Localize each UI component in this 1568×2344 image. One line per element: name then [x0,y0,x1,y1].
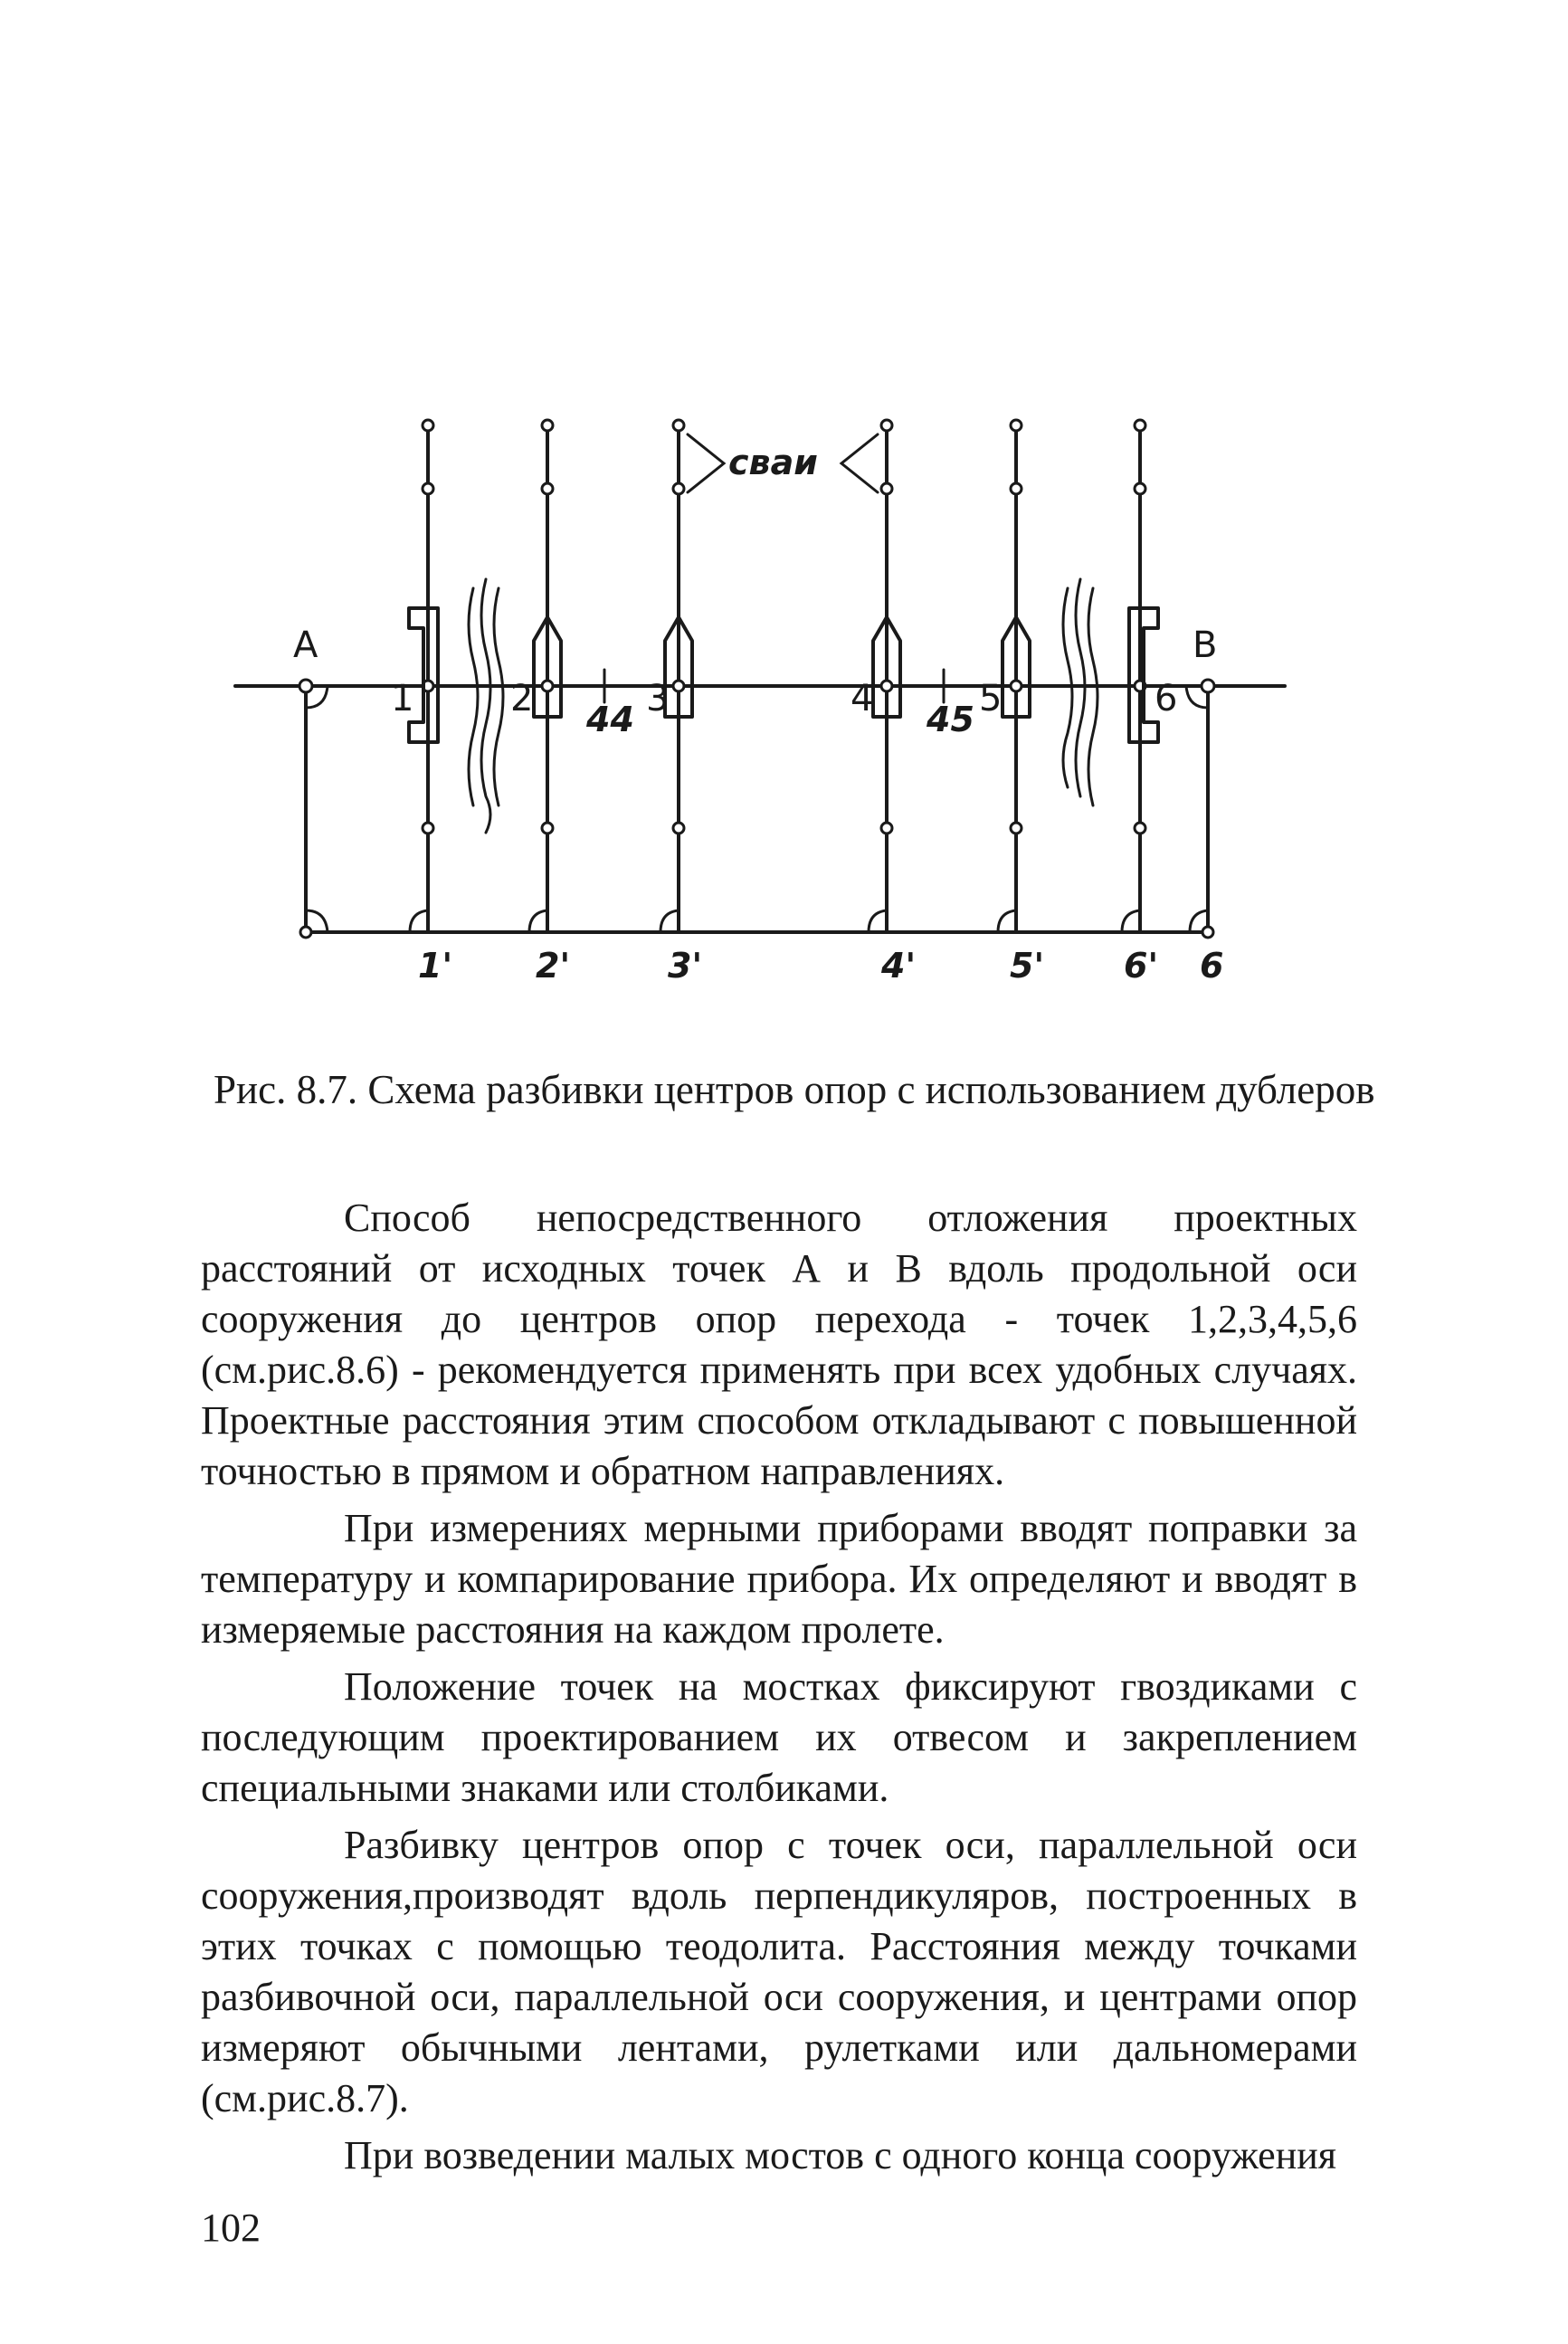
pile-bracket-left [688,434,724,492]
water-lines-right [1063,579,1098,805]
pier-layout-diagram [217,398,1303,1014]
label-offset-b: 6 [1200,946,1224,986]
paragraph: При возведении малых мостов с одного конца сооружения [344,2133,1337,2177]
figure-pier-layout [217,398,1303,1014]
pier-1 [409,420,438,932]
label-offset-6: 6' [1124,946,1159,986]
label-point-b: B [1193,624,1218,666]
pier-5 [998,420,1030,932]
paragraph: Положение точек на мостках фиксируют гвоздиками с последующим проектированием их отвесом и закреплением специальными знаками или столбиками. [201,1664,1357,1810]
label-offset-1: 1' [418,946,453,986]
label-offset-4: 4' [881,946,917,986]
label-offset-2: 2' [536,946,571,986]
label-pier-6: 6 [1155,678,1178,719]
pile-bracket-right [841,434,878,492]
page-number: 102 [201,2206,261,2250]
point-a-offset-marker [300,927,311,938]
pier-3 [660,420,692,932]
point-b-offset-marker [1202,927,1213,938]
label-offset-5: 5' [1010,946,1045,986]
paragraph: При измерениях мерными приборами вводят поправки за температуру и компарирование прибора. Их определяют и вводят в измеряемые расстояния на каждом пролете. [201,1506,1357,1652]
water-lines-left [469,579,503,833]
paragraph: Разбивку центров опор с точек оси, параллельной оси сооружения,производят вдоль перпендикуляров, построенных в этих точках с помощью теодолита. Расстояния между точками разбивочной оси, параллельной оси сооружения, и центрами опор измеряют обычными лентами, рулетками или дальномерами (см.рис.8.7). [201,1823,1357,2120]
label-pier-2: 2 [510,678,534,719]
point-b-marker [1202,680,1214,692]
label-piles: сваи [728,443,818,482]
label-chainage-45: 45 [927,700,974,739]
label-pier-4: 4 [851,678,874,719]
point-a-marker [299,680,312,692]
pier-6 [1122,420,1158,932]
label-pier-5: 5 [979,678,1003,719]
pier-4 [869,420,900,932]
label-pier-3: 3 [646,678,670,719]
paragraph: Способ непосредственного отложения проектных расстояний от исходных точек А и В вдоль продольной оси сооружения до центров опор перехода - точек 1,2,3,4,5,6 (см.рис.8.6) - рекомендуется применять при всех удобных случаях. Проектные расстояния этим способом откладывают с повышенной точностью в прямом и обратном направлениях. [201,1196,1357,1493]
label-point-a: A [293,624,318,666]
label-chainage-44: 44 [586,700,634,739]
label-pier-1: 1 [391,678,414,719]
label-offset-3: 3' [668,946,703,986]
pier-2 [529,420,561,932]
body-text [201,1193,1357,2187]
figure-caption: Рис. 8.7. Схема разбивки центров опор с использованием дублеров [214,1067,1375,1112]
